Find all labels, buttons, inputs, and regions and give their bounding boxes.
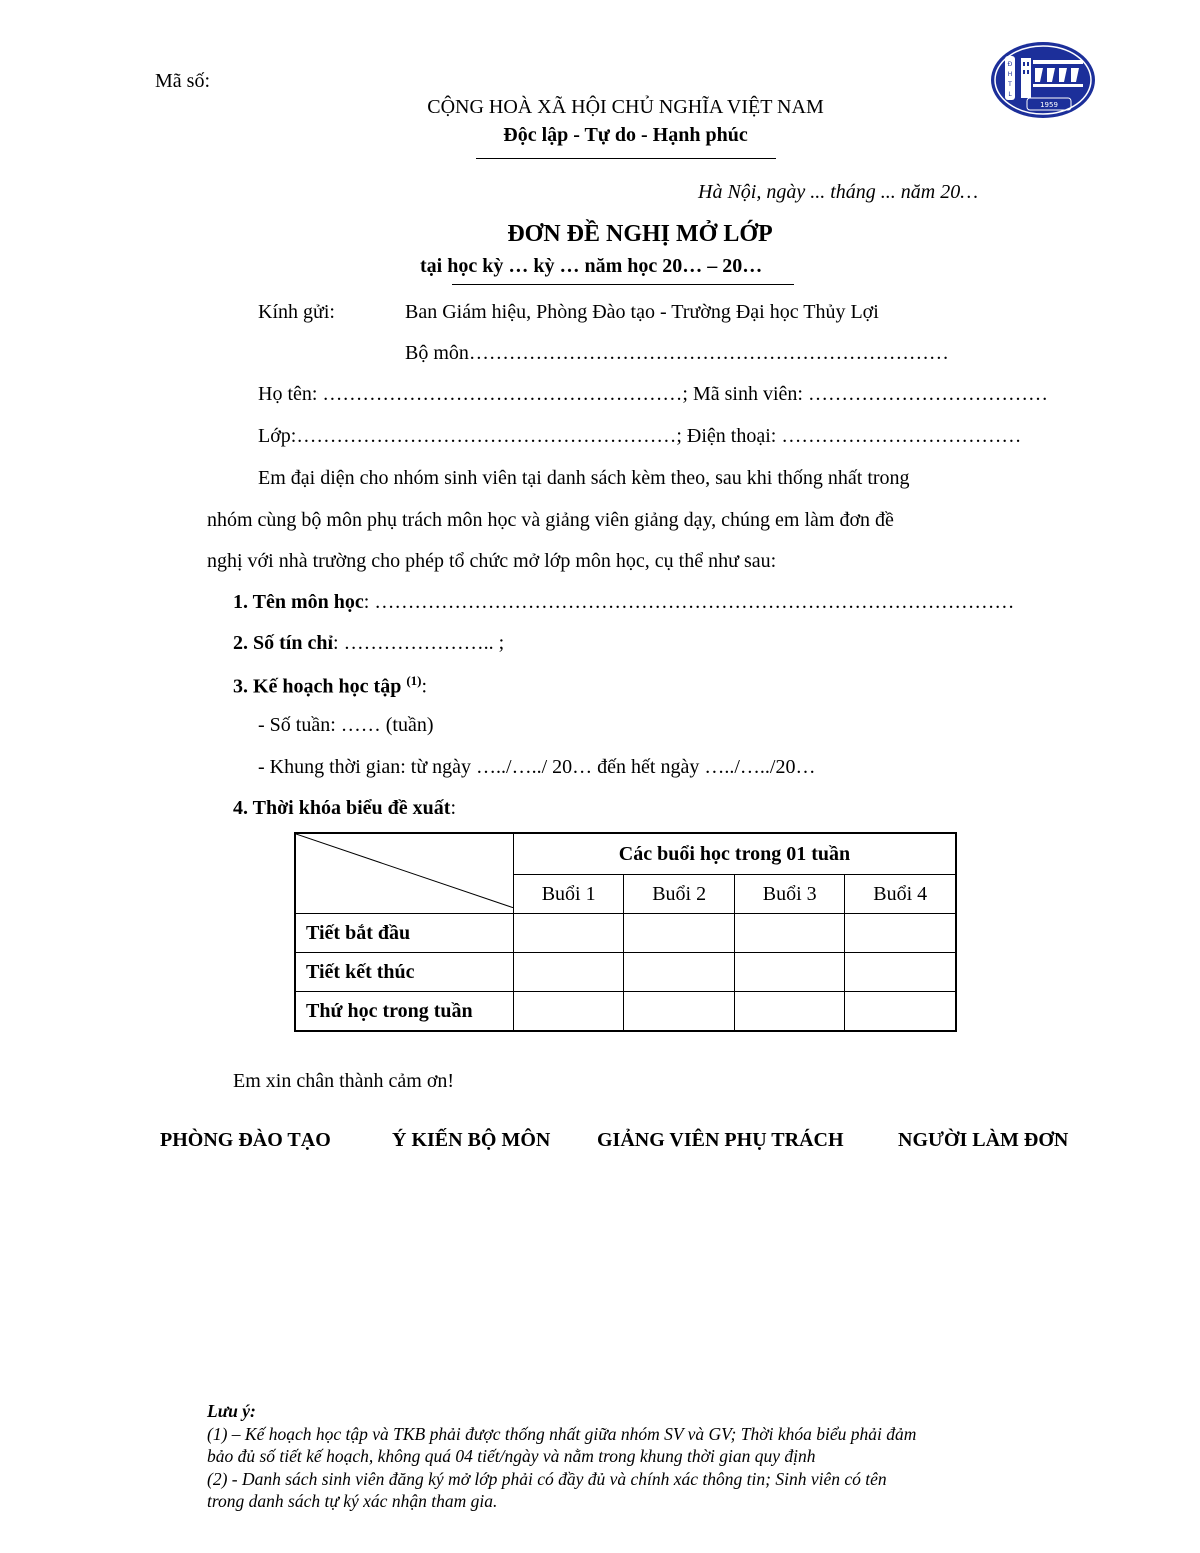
table-cell [845, 914, 956, 953]
item-timetable-label: 4. Thời khóa biểu đề xuất [233, 797, 451, 819]
row-label-end-period: Tiết kết thúc [295, 953, 513, 992]
table-cell [734, 914, 845, 953]
body-line-2: nhóm cùng bộ môn phụ trách môn học và giảng viên giảng dạy, chúng em làm đơn đề [207, 509, 894, 531]
item-time-frame: - Khung thời gian: từ ngày …../…../ 20… đến hết ngày …../…../20… [258, 756, 816, 778]
table-cell [624, 992, 735, 1032]
table-cell [845, 992, 956, 1032]
table-cell [734, 992, 845, 1032]
logo-year: 1959 [1040, 101, 1058, 109]
footnotes [207, 1400, 1047, 1513]
motto-underline [476, 158, 776, 159]
session-header: Buổi 3 [734, 875, 845, 914]
footnote-line-2: bảo đủ số tiết kế hoạch, không quá 04 tiết/ngày và nằm trong khung thời gian quy định [207, 1446, 816, 1466]
svg-text:Đ: Đ [1007, 61, 1013, 68]
table-header-row [295, 833, 956, 875]
item-course-name-label: 1. Tên môn học [233, 591, 364, 613]
table-cell [845, 953, 956, 992]
recipient-line-2: Bộ môn……………………………………………………………… [405, 342, 949, 364]
footnote-line-4: trong danh sách tự ký xác nhận tham gia. [207, 1491, 498, 1511]
item-timetable [233, 797, 456, 820]
subtitle-underline [452, 284, 794, 285]
footnote-line-3: (2) - Danh sách sinh viên đăng ký mở lớp phải có đầy đủ và chính xác thông tin; Sinh viên có tên [207, 1468, 887, 1489]
signature-training-office: PHÒNG ĐÀO TẠO [160, 1129, 331, 1151]
university-logo [989, 40, 1097, 120]
table-cell [513, 992, 624, 1032]
item-study-plan [233, 673, 427, 699]
motto: Độc lập - Tự do - Hạnh phúc [503, 124, 748, 146]
item-credits [233, 632, 504, 655]
table-cell [734, 953, 845, 992]
class-phone-field: Lớp:…………………………………………………; Điện thoại: ……………………………… [258, 425, 1022, 447]
item-weeks: - Số tuần: …… (tuần) [258, 714, 434, 736]
recipient-line-1: Ban Giám hiệu, Phòng Đào tạo - Trường Đại học Thủy Lợi [405, 301, 879, 323]
table-cell [513, 914, 624, 953]
table-row [295, 914, 956, 953]
svg-text:H: H [1007, 71, 1013, 78]
ma-so-label: Mã số: [155, 70, 210, 92]
footnote-line-1: (1) – Kế hoạch học tập và TKB phải được thống nhất giữa nhóm SV và GV; Thời khóa biểu phải đảm [207, 1423, 917, 1444]
svg-text:T: T [1008, 81, 1012, 88]
footnotes-title: Lưu ý: [207, 1401, 256, 1421]
item-timetable-colon: : [450, 797, 457, 819]
body-line-1: Em đại diện cho nhóm sinh viên tại danh sách kèm theo, sau khi thống nhất trong [258, 467, 910, 489]
page-subtitle: tại học kỳ … kỳ … năm học 20… – 20… [420, 255, 763, 277]
svg-text:L: L [1008, 91, 1012, 98]
table-row [295, 953, 956, 992]
item-course-name-blank: : …………………………………………………………………………………… [363, 591, 1015, 613]
recipient-label: Kính gửi: [258, 301, 335, 323]
signature-lecturer: GIẢNG VIÊN PHỤ TRÁCH [597, 1129, 844, 1151]
thanks-line: Em xin chân thành cảm ơn! [233, 1070, 455, 1092]
sessions-group-header: Các buổi học trong 01 tuần [513, 833, 956, 875]
diagonal-header-cell [295, 833, 513, 914]
body-line-3: nghị với nhà trường cho phép tổ chức mở lớp môn học, cụ thể như sau: [207, 550, 777, 572]
session-header: Buổi 1 [513, 875, 624, 914]
name-student-id-field: Họ tên: ………………………………………………; Mã sinh viên: ……………………………… [258, 383, 1048, 405]
diagonal-line [296, 834, 514, 908]
item-study-plan-label: 3. Kế hoạch học tập [233, 675, 402, 698]
item-credits-label: 2. Số tín chỉ [233, 632, 334, 654]
item-study-plan-footnote: (1) [406, 673, 422, 688]
session-header: Buổi 2 [624, 875, 735, 914]
item-study-plan-colon: : [421, 675, 428, 698]
session-header: Buổi 4 [845, 875, 956, 914]
signature-department: Ý KIẾN BỘ MÔN [392, 1129, 551, 1151]
timetable-table [294, 832, 957, 1032]
table-cell [624, 953, 735, 992]
item-course-name [233, 591, 1014, 614]
country-name: CỘNG HOÀ XÃ HỘI CHỦ NGHĨA VIỆT NAM [427, 96, 824, 118]
date-line: Hà Nội, ngày ... tháng ... năm 20… [698, 181, 978, 203]
item-credits-blank: : ………………….. ; [333, 632, 505, 654]
table-row [295, 992, 956, 1032]
signature-applicant: NGƯỜI LÀM ĐƠN [898, 1129, 1069, 1151]
page-title: ĐƠN ĐỀ NGHỊ MỞ LỚP [507, 221, 773, 247]
table-cell [624, 914, 735, 953]
row-label-weekday: Thứ học trong tuần [295, 992, 513, 1032]
table-cell [513, 953, 624, 992]
row-label-start-period: Tiết bắt đầu [295, 914, 513, 953]
